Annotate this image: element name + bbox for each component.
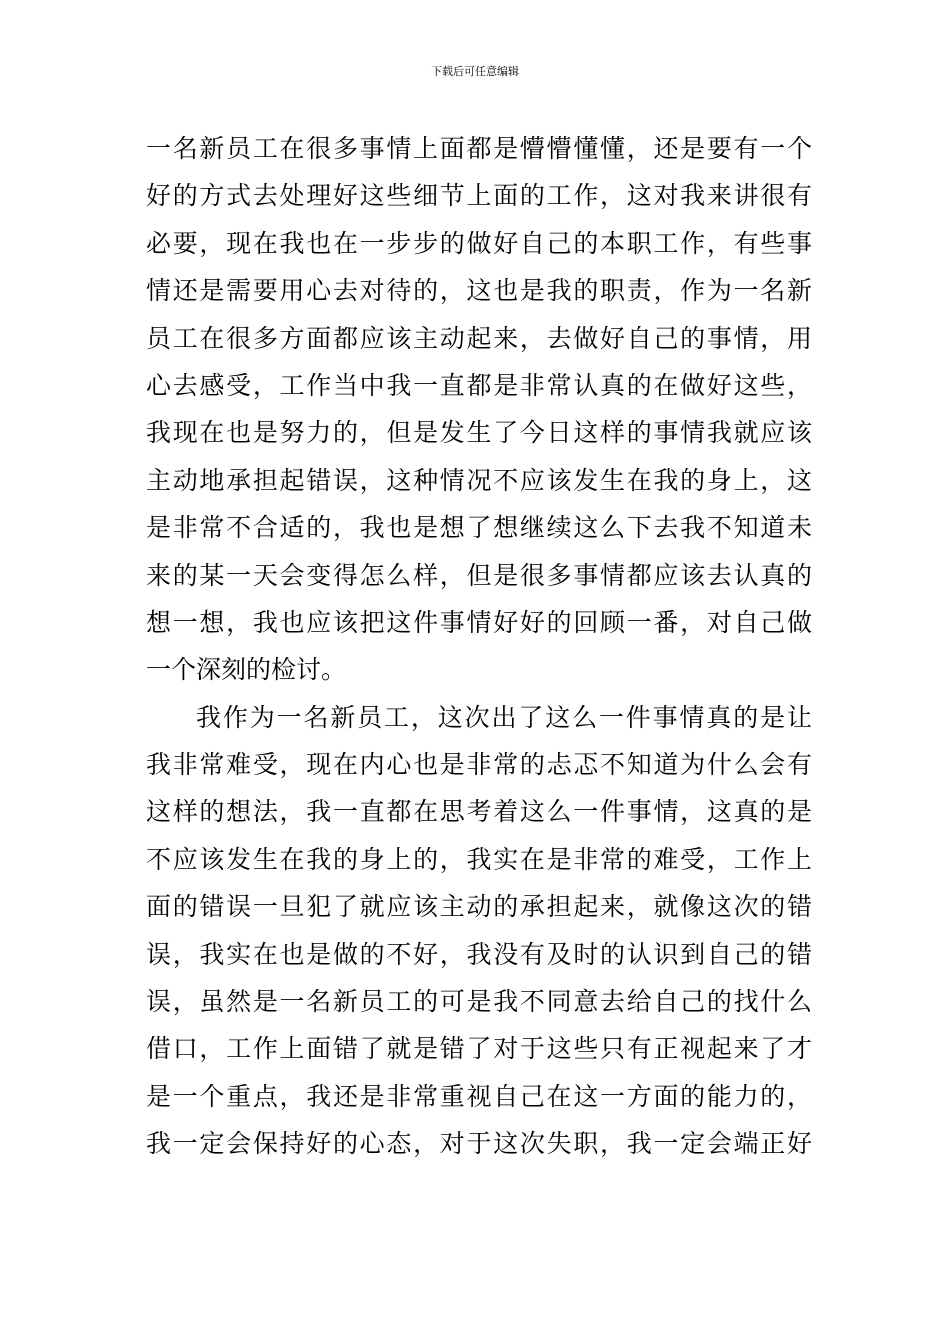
text-line: 我非常难受，现在内心也是非常的忐忑不知道为什么会有 — [146, 750, 812, 780]
text-line: 不应该发生在我的身上的，我实在是非常的难受，工作上 — [146, 844, 812, 874]
text-line: 是一个重点，我还是非常重视自己在这一方面的能力的， — [146, 1081, 812, 1111]
text-line: 误，虽然是一名新员工的可是我不同意去给自己的找什么 — [146, 987, 812, 1017]
page-header: 下载后可任意编辑 — [431, 65, 519, 78]
text-line: 好的方式去处理好这些细节上面的工作，这对我来讲很有 — [146, 181, 812, 211]
text-line: 面的错误一旦犯了就应该主动的承担起来，就像这次的错 — [146, 892, 812, 922]
text-line: 一个深刻的检讨。 — [146, 655, 347, 685]
text-line: 主动地承担起错误，这种情况不应该发生在我的身上，这 — [146, 465, 812, 495]
text-line: 这样的想法，我一直都在思考着这么一件事情，这真的是 — [146, 797, 812, 827]
text-line: 我现在也是努力的，但是发生了今日这样的事情我就应该 — [146, 418, 812, 448]
text-line: 心去感受，工作当中我一直都是非常认真的在做好这些， — [146, 370, 812, 400]
text-line: 来的某一天会变得怎么样，但是很多事情都应该去认真的 — [146, 560, 812, 590]
text-line: 是非常不合适的，我也是想了想继续这么下去我不知道未 — [146, 513, 812, 543]
text-line: 想一想，我也应该把这件事情好好的回顾一番，对自己做 — [146, 607, 812, 637]
text-line: 必要，现在我也在一步步的做好自己的本职工作，有些事 — [146, 228, 812, 258]
text-line: 员工在很多方面都应该主动起来，去做好自己的事情，用 — [146, 323, 812, 353]
text-line: 我作为一名新员工，这次出了这么一件事情真的是让 — [196, 702, 812, 732]
text-line: 误，我实在也是做的不好，我没有及时的认识到自己的错 — [146, 939, 812, 969]
document-body — [146, 125, 812, 1168]
text-line: 我一定会保持好的心态，对于这次失职，我一定会端正好 — [146, 1129, 812, 1159]
paragraph-1 — [146, 125, 812, 694]
text-line: 一名新员工在很多事情上面都是懵懵懂懂，还是要有一个 — [146, 134, 812, 163]
text-line: 借口，工作上面错了就是错了对于这些只有正视起来了才 — [146, 1034, 812, 1064]
text-line: 情还是需要用心去对待的，这也是我的职责，作为一名新 — [146, 276, 812, 306]
paragraph-2 — [146, 694, 812, 1168]
